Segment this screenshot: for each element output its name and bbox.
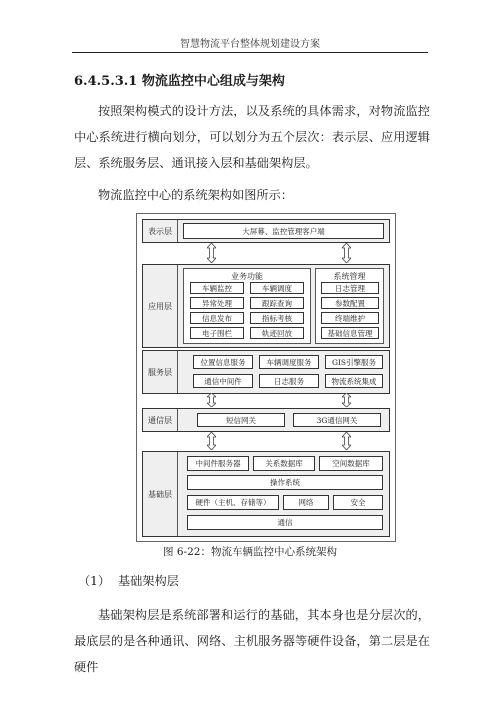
function-box: 轨迹回放 xyxy=(250,327,304,339)
management-box: 参数配置 xyxy=(321,297,379,309)
gateway-box: 3G通信网关 xyxy=(293,413,381,427)
architecture-diagram xyxy=(136,213,396,542)
base-layer-paragraph: 基础架构层是系统部署和运行的基础，其本身也是分层次的，最底层的是各种通讯、网络、主机服务器等硬件设备，第二层是在硬件 xyxy=(74,608,430,674)
base-box: 空间数据库 xyxy=(319,456,383,471)
section-title xyxy=(74,70,285,89)
function-box: 异常处理 xyxy=(190,297,244,309)
header-divider xyxy=(72,52,428,53)
function-box: 车辆调度 xyxy=(250,282,304,294)
presentation-layer xyxy=(142,219,390,243)
figure-caption: 图 6-22：物流车辆监控中心系统架构 xyxy=(163,546,337,558)
service-box: GIS引擎服务 xyxy=(325,355,383,369)
double-arrow-icon xyxy=(342,243,351,263)
group-title: 业务功能 xyxy=(231,272,263,281)
service-box: 位置信息服务 xyxy=(193,355,253,369)
layer-label: 服务层 xyxy=(143,351,178,393)
double-arrow-icon xyxy=(207,393,216,407)
base-box: 中间件服务器 xyxy=(187,456,249,471)
service-box: 物流系统集成 xyxy=(325,374,383,388)
function-box: 跟踪查询 xyxy=(250,297,304,309)
os-box: 操作系统 xyxy=(187,475,383,490)
service-box: 车辆调度服务 xyxy=(259,355,319,369)
double-arrow-icon xyxy=(207,432,216,450)
client-box: 大屏幕、监控管理客户端 xyxy=(183,223,384,239)
subsection-heading xyxy=(78,572,179,589)
diagram-intro: 物流监控中心的系统架构如图所示： xyxy=(98,188,293,202)
layer-label: 通信层 xyxy=(143,409,178,431)
management-box: 终端维护 xyxy=(321,312,379,324)
section-title-text: 物流监控中心组成与架构 xyxy=(141,74,285,89)
function-box: 车辆监控 xyxy=(190,282,244,294)
subsection-number: （1） xyxy=(78,574,111,588)
communication-box: 通信 xyxy=(187,515,383,530)
gateway-box: 短信网关 xyxy=(197,413,285,427)
subsection-title: 基础架构层 xyxy=(117,574,179,588)
function-box: 电子围栏 xyxy=(190,327,244,339)
network-box: 网络 xyxy=(283,495,329,510)
management-box: 基础信息管理 xyxy=(321,327,379,339)
base-layer xyxy=(142,451,390,537)
double-arrow-icon xyxy=(342,432,351,450)
service-box: 通信中间件 xyxy=(193,374,253,388)
page-header: 智慧物流平台整体规划建设方案 xyxy=(180,39,320,50)
layer-label: 表示层 xyxy=(143,220,178,242)
business-functions-group xyxy=(183,268,311,344)
layer-label: 应用层 xyxy=(143,265,178,347)
intro-paragraph: 按照架构模式的设计方法，以及系统的具体需求，对物流监控中心系统进行横向划分，可以划分为五个层次：表示层、应用逻辑层、系统服务层、通讯接入层和基础架构层。 xyxy=(74,104,430,170)
function-box: 指标考核 xyxy=(250,312,304,324)
layer-label: 基础层 xyxy=(143,452,178,536)
group-title: 系统管理 xyxy=(333,272,366,281)
section-number: 6.4.5.3.1 xyxy=(74,74,138,89)
base-box: 关系数据库 xyxy=(253,456,315,471)
communication-layer xyxy=(142,408,390,432)
application-layer xyxy=(142,264,390,348)
service-box: 日志服务 xyxy=(259,374,319,388)
security-box: 安全 xyxy=(333,495,383,510)
function-box: 信息发布 xyxy=(190,312,244,324)
system-management-group xyxy=(315,268,384,344)
management-box: 日志管理 xyxy=(321,282,379,294)
double-arrow-icon xyxy=(342,393,351,407)
service-layer xyxy=(142,350,390,394)
double-arrow-icon xyxy=(207,243,216,263)
hardware-box: 硬件（主机、存储等） xyxy=(187,495,279,510)
